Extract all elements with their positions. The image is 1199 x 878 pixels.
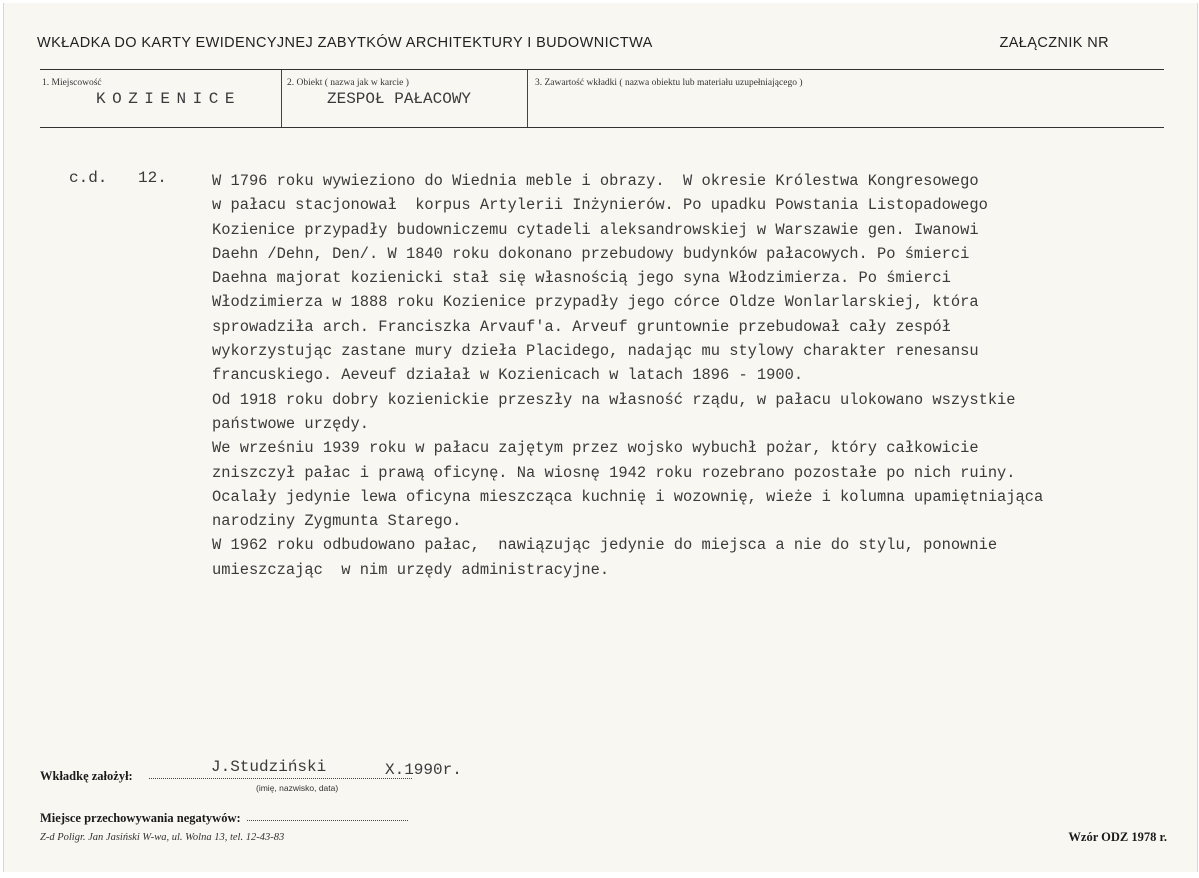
annex-label: ZAŁĄCZNIK NR — [999, 35, 1109, 51]
body-line: W 1962 roku odbudowano pałac, nawiązując jedynie do miejsca a nie do stylu, ponownie — [212, 536, 998, 555]
form-title: WKŁADKA DO KARTY EWIDENCYJNEJ ZABYTKÓW ARCHITEKTURY I BUDOWNICTWA — [37, 35, 653, 51]
body-line: narodziny Zygmunta Starego. — [212, 512, 462, 531]
header-rule-bottom — [40, 127, 1164, 128]
field-divider-2 — [527, 70, 528, 127]
contents-label: 3. Zawartość wkładki ( nazwa obiektu lub materiału uzupełniającego ) — [535, 78, 803, 88]
page-number: 12. — [138, 169, 167, 187]
compiled-by-name: J.Studziński — [211, 758, 327, 776]
locality-label: 1. Miejscowość — [42, 78, 102, 88]
negatives-location-dotted-line — [247, 820, 408, 821]
body-line: We wrześniu 1939 roku w pałacu zajętym przez wojsko wybuchł pożar, który całkowicie — [212, 439, 979, 458]
object-label: 2. Obiekt ( nazwa jak w karcie ) — [287, 78, 409, 88]
body-line: wykorzystując zastane mury dzieła Placidego, nadając mu stylowy charakter renesansu — [212, 342, 979, 361]
body-line: Ocalały jedynie lewa oficyna mieszcząca kuchnię i wozownię, wieże i kolumna upamiętniająca — [212, 487, 1044, 506]
body-line: zniszczył pałac i prawą oficynę. Na wiosnę 1942 roku rozebrano pozostałe po nich ruiny. — [212, 463, 1016, 482]
body-line: Kozienice przypadły budowniczemu cytadeli aleksandrowskiej w Warszawie gen. Iwanowi — [212, 220, 979, 239]
field-divider-1 — [281, 70, 282, 127]
body-line: państwowe urzędy. — [212, 414, 370, 433]
compiled-by-caption: (imię, nazwisko, data) — [256, 783, 339, 793]
body-line: umieszczając w nim urzędy administracyjne. — [212, 560, 610, 579]
record-insert-card — [3, 3, 1198, 872]
body-line: sprowadziła arch. Franciszka Arvauf'a. Arveuf gruntownie przebudował cały zespół — [212, 317, 951, 336]
form-code: Wzór ODZ 1978 r. — [1068, 830, 1167, 844]
body-line: Daehn /Dehn, Den/. W 1840 roku dokonano przebudowy budynków pałacowych. Po śmierci — [212, 244, 970, 263]
body-line: Włodzimierza w 1888 roku Kozienice przypadły jego córce Oldze Wonlarlarskiej, która — [212, 293, 979, 312]
body-line: Od 1918 roku dobry kozienickie przeszły na własność rządu, w pałacu ulokowano wszystkie — [212, 390, 1016, 409]
compiled-by-date: X.1990r. — [385, 761, 462, 779]
locality-value: KOZIENICE — [96, 90, 241, 108]
body-line: w pałacu stacjonował korpus Artylerii Inżynierów. Po upadku Powstania Listopadowego — [212, 196, 988, 215]
object-value: ZESPOŁ PAŁACOWY — [327, 90, 472, 108]
printer-imprint: Z-d Poligr. Jan Jasiński W-wa, ul. Wolna 13, tel. 12-43-83 — [40, 832, 285, 843]
body-line: W 1796 roku wywieziono do Wiednia meble i obrazy. W okresie Królestwa Kongresowego — [212, 172, 979, 190]
continuation-marker: c.d. — [69, 169, 108, 187]
header-rule-top — [40, 69, 1164, 70]
compiled-by-label: Wkładkę założył: — [40, 769, 133, 783]
negatives-location-label: Miejsce przechowywania negatywów: — [40, 811, 241, 825]
typewritten-body — [212, 169, 1172, 582]
body-line: Daehna majorat kozienicki stał się własnością jego syna Włodzimierza. Po śmierci — [212, 269, 951, 288]
body-line: francuskiego. Aeveuf działał w Kozienicach w latach 1896 - 1900. — [212, 366, 804, 385]
compiled-by-dotted-line — [149, 778, 412, 779]
